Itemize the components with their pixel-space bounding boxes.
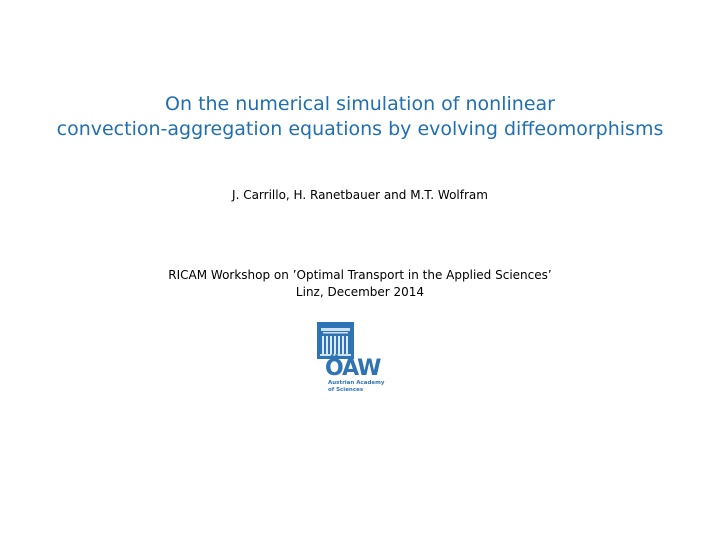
event-info [0, 267, 720, 301]
building-icon [317, 322, 354, 359]
title-line-2: convection-aggregation equations by evolving diffeomorphisms [56, 118, 664, 140]
event-name: RICAM Workshop on ’Optimal Transport in the Applied Sciences’ [168, 268, 552, 282]
oeaw-logo [317, 322, 387, 400]
logo-subtitle [328, 380, 384, 394]
logo-subtitle-line-1: Austrian Academy [328, 380, 385, 386]
event-place-date: Linz, December 2014 [295, 285, 425, 299]
slide-title [0, 92, 720, 142]
logo-acronym: ÖAW [325, 356, 381, 381]
author-list: J. Carrillo, H. Ranetbauer and M.T. Wolfram [232, 188, 488, 202]
logo-subtitle-line-2: of Sciences [328, 387, 364, 393]
title-line-1: On the numerical simulation of nonlinear [165, 93, 555, 115]
